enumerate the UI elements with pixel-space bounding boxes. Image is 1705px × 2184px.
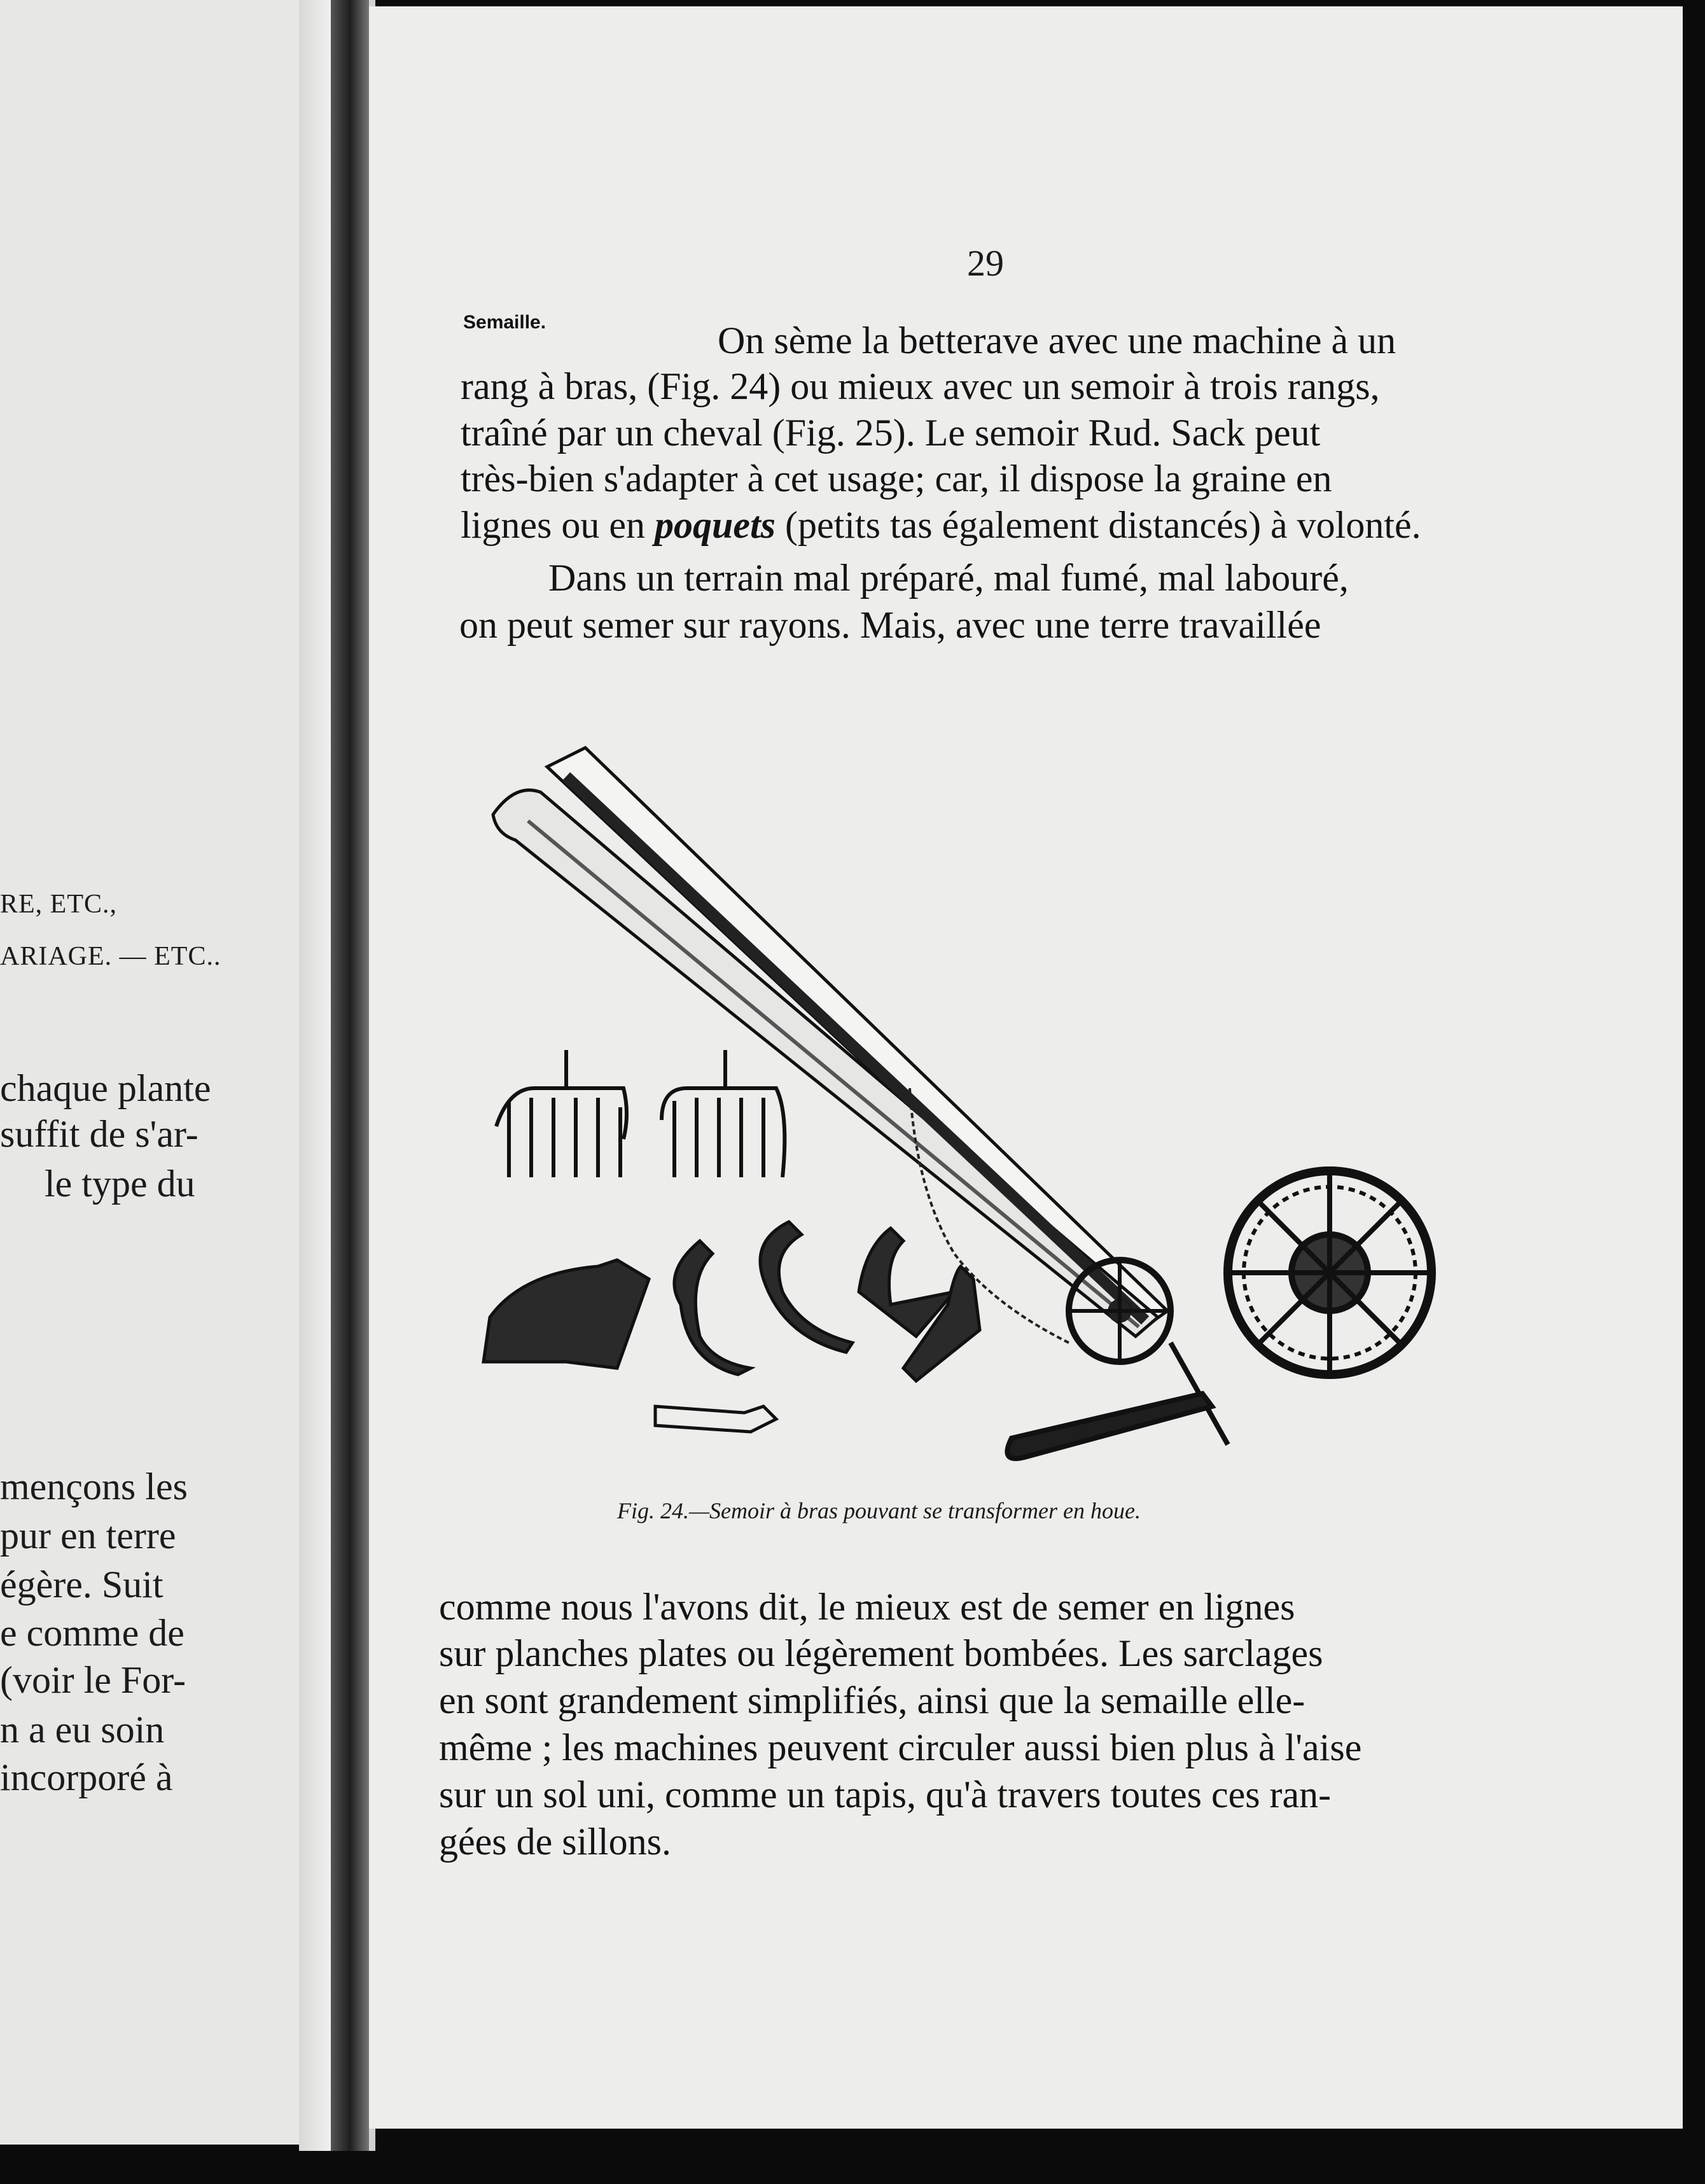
left-fragment: incorporé à [0, 1756, 173, 1798]
text-line: traîné par un cheval (Fig. 25). Le semoir Rud. Sack peut [461, 412, 1321, 454]
hoe-blades [484, 1222, 980, 1432]
left-fragment: ARIAGE. — ETC.. [0, 942, 221, 971]
left-fragment: RE, ETC., [0, 890, 117, 919]
page-number: 29 [967, 242, 1004, 284]
text-line: on peut semer sur rayons. Mais, avec une terre travaillée [459, 604, 1321, 646]
left-fragment: égère. Suit [0, 1564, 164, 1606]
italic-term: poquets [654, 504, 776, 546]
left-fragment: mençons les [0, 1466, 188, 1508]
book-gutter [331, 0, 369, 2151]
text-line: rang à bras, (Fig. 24) ou mieux avec un semoir à trois rangs, [461, 365, 1380, 407]
text-line: même ; les machines peuvent circuler aussi bien plus à l'aise [439, 1726, 1362, 1768]
left-fragment: n a eu soin [0, 1709, 165, 1751]
rake-attachments [496, 1050, 784, 1177]
text-run: (petits tas également distancés) à volonté. [775, 504, 1421, 546]
left-page [0, 0, 299, 2145]
front-wheel [1069, 1260, 1171, 1362]
text-line: sur planches plates ou légèrement bombées. Les sarclages [439, 1632, 1323, 1674]
left-fragment: e comme de [0, 1612, 184, 1654]
left-fragment: pur en terre [0, 1515, 176, 1557]
handle-beam [493, 748, 1167, 1336]
seed-drill-engraving [471, 732, 1501, 1515]
text-run: lignes ou en [461, 504, 655, 546]
figure-seed-drill-illustration [471, 732, 1501, 1515]
text-line: très-bien s'adapter à cet usage; car, il dispose la graine en [461, 458, 1332, 500]
text-line: sur un sol uni, comme un tapis, qu'à travers toutes ces ran- [439, 1774, 1332, 1816]
text-line: Dans un terrain mal préparé, mal fumé, mal labouré, [548, 557, 1349, 599]
text-line: On sème la betterave avec une machine à un [718, 319, 1396, 361]
left-fragment: le type du [45, 1163, 195, 1205]
figure-caption: Fig. 24.—Semoir à bras pouvant se transformer en houe. [617, 1498, 1141, 1523]
text-line: en sont grandement simplifiés, ainsi que la semaille elle- [439, 1679, 1305, 1721]
text-line [461, 506, 1421, 544]
drive-wheel [1228, 1171, 1431, 1375]
text-line: comme nous l'avons dit, le mieux est de semer en lignes [439, 1586, 1295, 1628]
text-line: gées de sillons. [439, 1821, 671, 1863]
left-fragment: chaque plante [0, 1067, 211, 1109]
left-fragment: (voir le For- [0, 1659, 186, 1701]
left-fragment: suffit de s'ar- [0, 1113, 198, 1155]
margin-note: Semaille. [463, 312, 546, 333]
